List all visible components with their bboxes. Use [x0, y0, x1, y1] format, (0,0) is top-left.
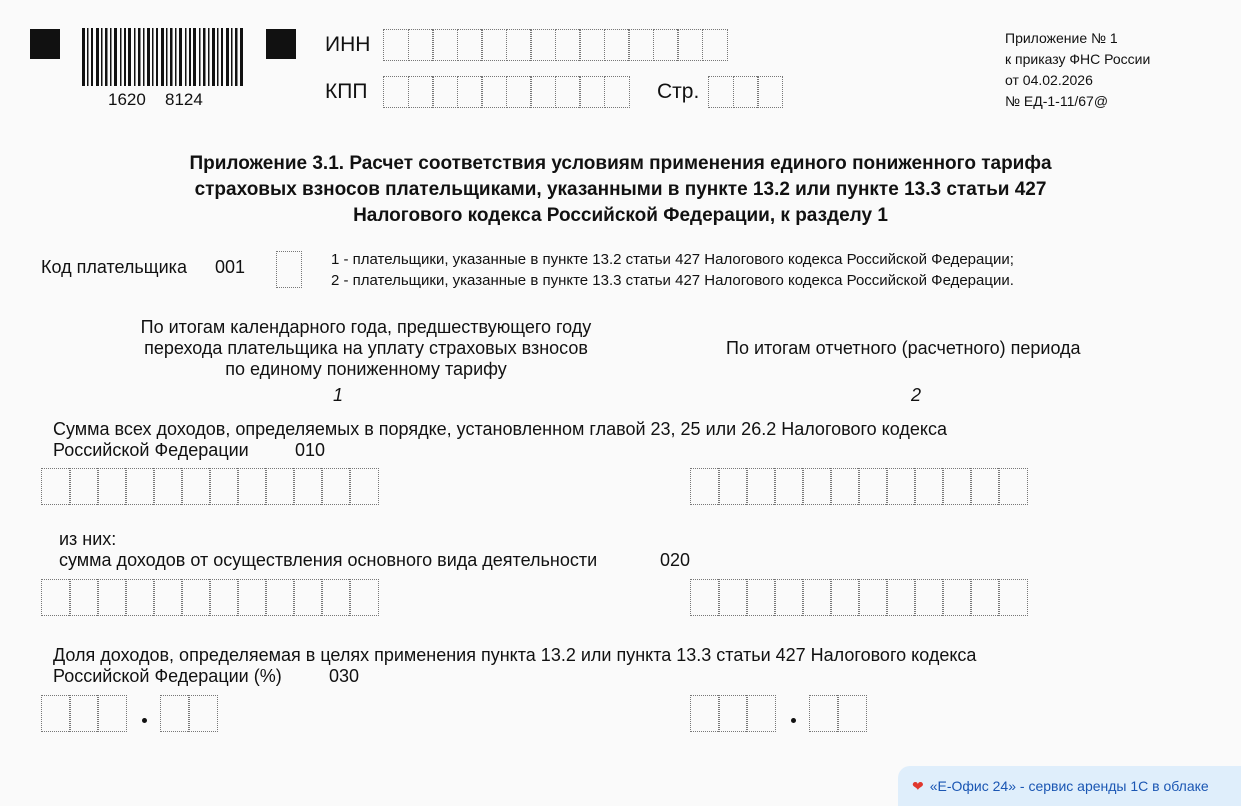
- appendix-ref-line4: № ЕД-1-11/67@: [1005, 93, 1109, 109]
- marker-square-left: [30, 29, 60, 59]
- document-title: [0, 151, 1241, 229]
- payer-code-option1: 1 - плательщики, указанные в пункте 13.2 статьи 427 Налогового кодекса Российской Федерации;: [331, 251, 1014, 268]
- service-banner[interactable]: [898, 766, 1241, 806]
- row-010-col1-field[interactable]: [41, 468, 379, 505]
- barcode-number-left: 1620: [105, 90, 149, 110]
- row-030-col1-integer-field[interactable]: [41, 695, 127, 732]
- row-020-code: 020: [660, 550, 691, 570]
- row-030-col1-fraction-field[interactable]: [160, 695, 218, 732]
- payer-code-label: Код плательщика: [41, 257, 187, 277]
- barcode-number-right: 8124: [162, 90, 206, 110]
- row-030-line2: Российской Федерации (%): [53, 666, 282, 686]
- row-030-col2-decimal-point: [791, 718, 796, 723]
- row-030-col2-integer-field[interactable]: [690, 695, 776, 732]
- page-label: Стр.: [657, 80, 700, 103]
- payer-code-options: [331, 249, 1014, 291]
- marker-square-right: [266, 29, 296, 59]
- heart-icon: ❤: [912, 777, 924, 794]
- page-field[interactable]: [708, 76, 783, 108]
- row-010-label: [53, 419, 947, 461]
- row-010-col2-field[interactable]: [690, 468, 1028, 505]
- row-010-line1: Сумма всех доходов, определяемых в порядке, установленном главой 23, 25 или 26.2 Налогового кодекса: [53, 419, 947, 439]
- row-020-col1-field[interactable]: [41, 579, 379, 616]
- column1-header-line3: по единому пониженному тарифу: [225, 359, 507, 379]
- row-010-code: 010: [295, 440, 326, 460]
- payer-code-number: 001: [215, 257, 246, 277]
- row-020-prefix: из них:: [59, 529, 117, 549]
- title-line2: страховых взносов плательщиками, указанными в пункте 13.2 или пункте 13.3 статьи 427: [194, 179, 1047, 200]
- column1-header: [108, 317, 624, 380]
- kpp-label: КПП: [325, 80, 368, 103]
- appendix-ref-line1: Приложение № 1: [1005, 30, 1118, 46]
- row-030-col2-fraction-field[interactable]: [809, 695, 867, 732]
- payer-code-option2: 2 - плательщики, указанные в пункте 13.3 статьи 427 Налогового кодекса Российской Федерации.: [331, 272, 1014, 289]
- title-line3: Налогового кодекса Российской Федерации, к разделу 1: [353, 205, 888, 226]
- row-030-line1: Доля доходов, определяемая в целях применения пункта 13.2 или пункта 13.3 статьи 427 Налогового кодекса: [53, 645, 977, 665]
- barcode-image: [82, 28, 244, 86]
- inn-label: ИНН: [325, 33, 371, 56]
- appendix-ref: [1005, 28, 1150, 112]
- row-010-line2: Российской Федерации: [53, 440, 249, 460]
- payer-code-field[interactable]: [276, 251, 302, 288]
- row-020-col2-field[interactable]: [690, 579, 1028, 616]
- column1-header-line1: По итогам календарного года, предшествующего году: [140, 317, 592, 337]
- column1-number: 1: [333, 385, 344, 405]
- row-030-code: 030: [329, 666, 360, 686]
- row-030-col1-decimal-point: [142, 718, 147, 723]
- title-line1: Приложение 3.1. Расчет соответствия условиям применения единого пониженного тарифа: [189, 153, 1052, 174]
- column2-number: 2: [911, 385, 922, 405]
- column2-header: По итогам отчетного (расчетного) периода: [726, 338, 1081, 358]
- appendix-ref-line3: от 04.02.2026: [1005, 72, 1093, 88]
- inn-field[interactable]: [383, 29, 728, 61]
- service-banner-text: «Е-Офис 24» - сервис аренды 1С в облаке: [929, 778, 1209, 794]
- kpp-field[interactable]: [383, 76, 630, 108]
- appendix-ref-line2: к приказу ФНС России: [1005, 51, 1151, 67]
- row-030-label: [53, 645, 976, 687]
- column1-header-line2: перехода плательщика на уплату страховых взносов: [144, 338, 588, 358]
- row-020-label: сумма доходов от осуществления основного вида деятельности: [59, 550, 598, 570]
